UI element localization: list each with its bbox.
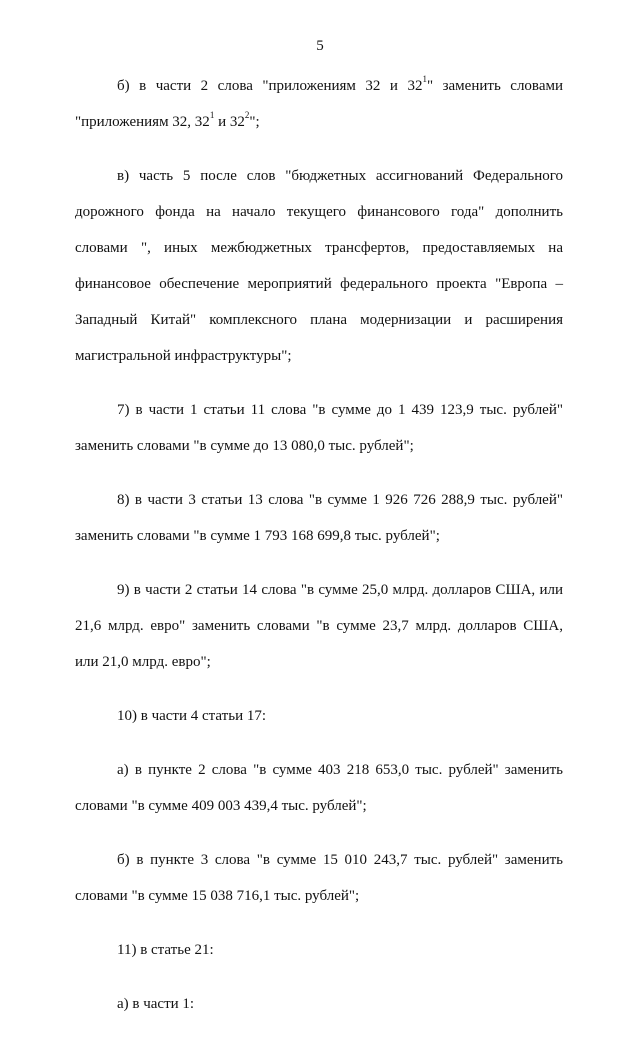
text-line: в) часть 5 после слов "бюджетных ассигнований Федерального	[117, 168, 563, 184]
text-line: или 21,0 млрд. евро";	[75, 654, 211, 670]
text-line: словами "в сумме 15 038 716,1 тыс. рублей";	[75, 888, 360, 904]
paragraph-item-9	[75, 578, 563, 686]
text-line: 7) в части 1 статьи 11 слова "в сумме до 1 439 123,9 тыс. рублей"	[117, 402, 563, 418]
superscript: 1	[422, 74, 427, 84]
text-line: 9) в части 2 статьи 14 слова "в сумме 25,0 млрд. долларов США, или	[117, 582, 563, 598]
superscript: 1	[209, 110, 215, 120]
document-body	[75, 74, 563, 1046]
text-line: 8) в части 3 статьи 13 слова "в сумме 1 926 726 288,9 тыс. рублей"	[117, 492, 563, 508]
paragraph-item-7	[75, 398, 563, 470]
text-line: заменить словами "в сумме до 13 080,0 тыс. рублей";	[75, 438, 414, 454]
text-line: б) в пункте 3 слова "в сумме 15 010 243,7 тыс. рублей" заменить	[117, 852, 563, 868]
text-line: 11) в статье 21:	[117, 942, 214, 958]
text-line: а) в пункте 2 слова "в сумме 403 218 653,0 тыс. рублей" заменить	[117, 762, 563, 778]
text-line: словами "в сумме 409 003 439,4 тыс. рублей";	[75, 798, 367, 814]
paragraph-item-10	[75, 704, 563, 740]
paragraph-item-10a	[75, 758, 563, 830]
text-line: дорожного фонда на начало текущего финансового года" дополнить	[75, 204, 563, 220]
text-line: финансовое обеспечение мероприятий федерального проекта "Европа –	[75, 276, 563, 292]
text-line: Западный Китай" комплексного плана модернизации и расширения	[75, 312, 563, 328]
paragraph-v-part5	[75, 164, 563, 380]
paragraph-item-10b	[75, 848, 563, 920]
text-line: словами ", иных межбюджетных трансфертов, предоставляемых на	[75, 240, 563, 256]
superscript: 2	[244, 110, 250, 120]
text-line: "приложениям 32, $32^1$ и $32^2$";	[75, 110, 260, 130]
text-line: б) в части 2 слова "приложениям 32 и $32^1$" заменить словами	[117, 74, 563, 94]
text-line: заменить словами "в сумме 1 793 168 699,8 тыс. рублей";	[75, 528, 440, 544]
paragraph-b-part2	[75, 74, 563, 146]
paragraph-item-11a	[75, 992, 563, 1028]
text-line: 10) в части 4 статьи 17:	[117, 708, 267, 724]
page-number: 5	[316, 38, 324, 54]
text-line: магистральной инфраструктуры";	[75, 348, 292, 364]
text-line: 21,6 млрд. евро" заменить словами "в сумме 23,7 млрд. долларов США,	[75, 618, 563, 634]
paragraph-item-11	[75, 938, 563, 974]
text-line: а) в части 1:	[117, 996, 195, 1012]
paragraph-item-8	[75, 488, 563, 560]
